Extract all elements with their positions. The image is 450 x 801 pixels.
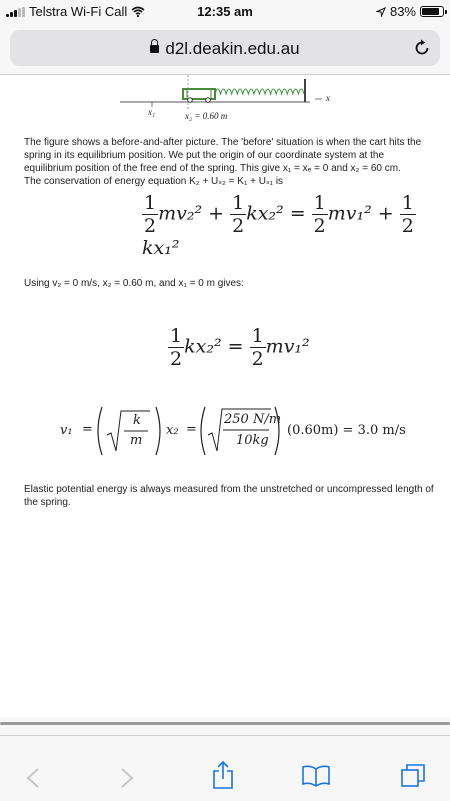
term-mv1: mv₁² [327,202,372,225]
term-kx1: kx₁² [142,237,180,259]
half-fraction: $\frac{1}{2}$ [170,325,183,370]
back-icon[interactable] [26,768,40,788]
status-right [376,4,444,19]
half-fraction: $\frac{1}{2}$ [251,325,264,370]
plus-sign: + [208,202,225,225]
lock-icon [150,45,159,53]
velocity-result-equation [60,405,450,457]
horizontal-scroll-track [0,717,450,735]
label-x2: x₂ = 0.60 m [185,111,228,121]
location-arrow-icon [376,7,386,17]
plus-sign: + [377,202,394,225]
tabs-icon[interactable] [400,763,426,789]
term-kx2: kx₂² [184,335,222,358]
elastic-line-1: Elastic potential energy is always measured from the unstretched or uncompressed length of [24,484,434,495]
half-fraction: $\frac{1}{2}$ [232,192,245,237]
forward-icon[interactable] [120,768,134,788]
carrier-label: Telstra Wi-Fi Call [29,4,128,19]
equals-sign: = [186,422,197,437]
half-fraction: $\frac{1}{2}$ [144,192,157,237]
equals-sign: = [289,202,306,225]
v1-symbol: v₁ [60,423,73,438]
reload-icon[interactable] [412,38,432,58]
status-bar [0,0,450,24]
intro-line-4: The conservation of energy equation K₂ + Uₛ₂ = K₁ + Uₛ₁ is [24,176,284,187]
battery-percent: 83% [389,4,416,19]
bookmarks-icon[interactable] [301,765,331,787]
elastic-line-2: the spring. [24,497,71,508]
spring-constant-value: 250 N/m [224,412,282,427]
half-fraction: $\frac{1}{2}$ [313,192,326,237]
k-symbol: k [133,413,141,428]
url-display[interactable] [10,39,440,59]
url-domain: d2l.deakin.edu.au [165,39,300,58]
label-x-axis: x [326,93,330,103]
intro-line-1: The figure shows a before-and-after picture. The 'before' situation is when the cart hits the [24,137,422,148]
term-mv2: mv₂² [158,202,203,225]
intro-paragraph [24,136,450,188]
half-fraction: $\frac{1}{2}$ [401,192,414,237]
equals-sign: = [82,422,93,437]
intro-line-2: spring in its equilibrium position. We put the origin of our coordinate system at the [24,150,384,161]
address-bar[interactable] [10,30,440,66]
simplified-energy-equation [168,325,310,370]
x2-symbol: x₂ [166,423,179,438]
sqrt-k-over-m-bracket [94,405,164,457]
m-symbol: m [130,433,143,448]
clock: 12:35 am [197,4,253,19]
energy-conservation-equation [142,192,450,259]
label-x1: x₁ [148,107,156,117]
intro-line-3: equilibrium position of the free end of the spring. This give x₁ = xₑ = 0 and x₂ = 60 cm. [24,163,401,174]
browser-address-area [0,24,450,75]
equals-sign: = [227,335,244,358]
using-values-text: Using v₂ = 0 m/s, x₂ = 0.60 m, and x₁ = 0 m gives: [24,278,244,289]
page-content [0,75,450,715]
velocity-result: (0.60m) = 3.0 m/s [287,423,406,438]
share-icon[interactable] [211,760,235,790]
mass-value: 10kg [236,433,269,448]
horizontal-scrollbar[interactable] [0,722,450,725]
elastic-note-paragraph [24,483,450,509]
cart-spring-figure [0,75,450,125]
battery-icon [420,6,444,17]
term-kx2: kx₂² [246,202,284,225]
term-mv1: mv₁² [265,335,310,358]
